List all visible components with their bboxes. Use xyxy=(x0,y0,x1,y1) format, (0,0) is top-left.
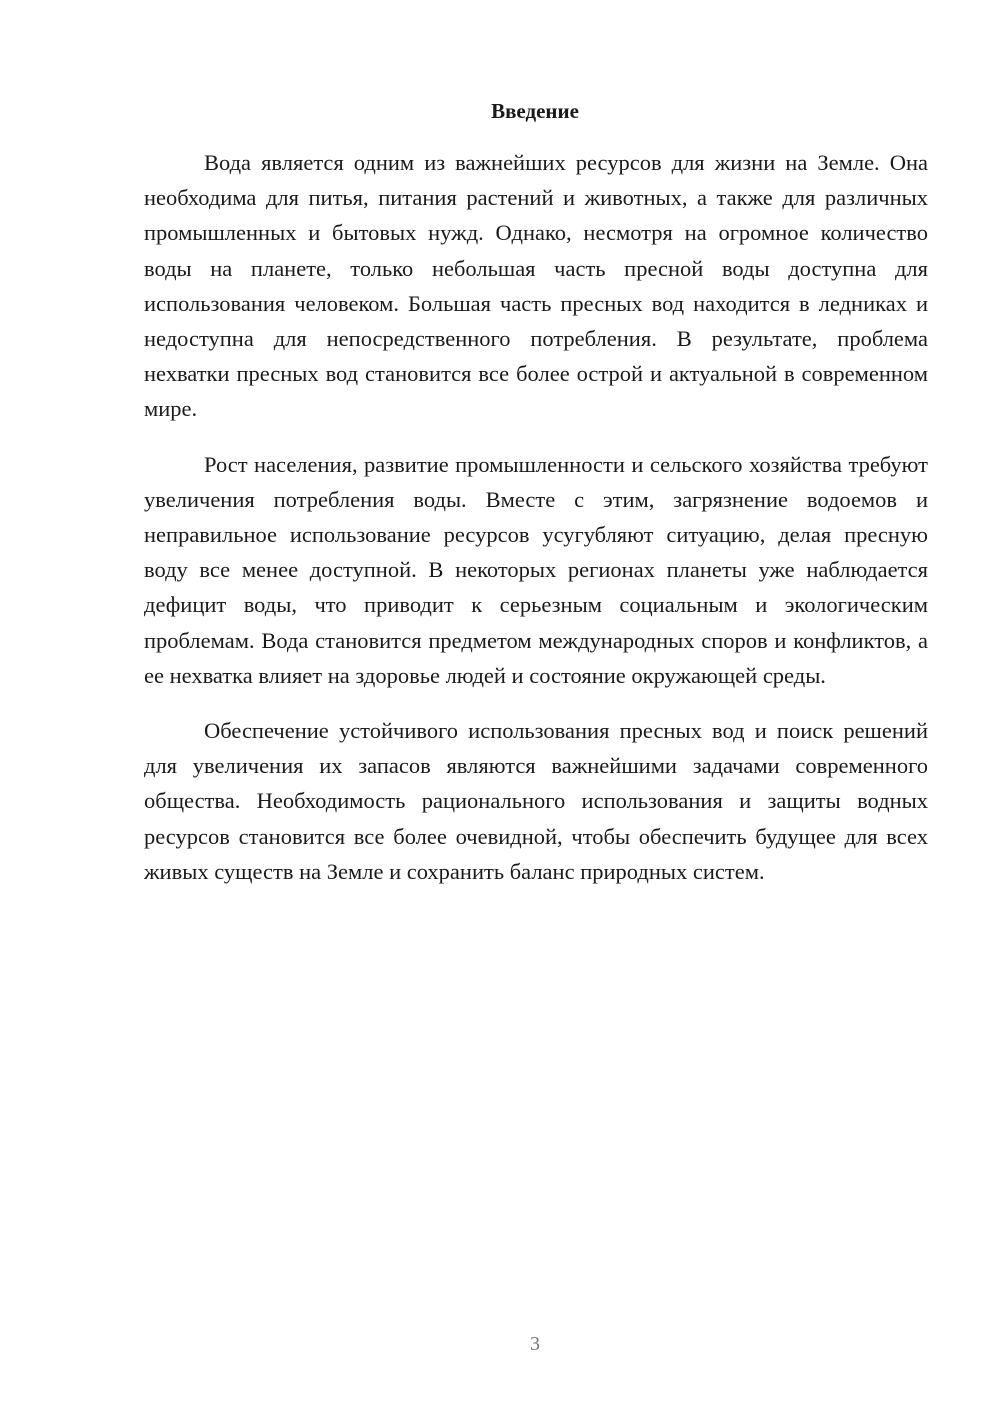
page-number: 3 xyxy=(530,1333,540,1355)
body-text xyxy=(144,145,928,909)
section-title: Введение xyxy=(491,99,579,123)
paragraph-1: Вода является одним из важнейших ресурсов для жизни на Земле. Она необходима для питья, питания растений и животных, а также для различных промышленных и бытовых нужд. Однако, несмотря на огромное количество воды на планете, только небольшая часть пресной воды доступна для использования человеком. Большая часть пресных вод находится в ледниках и недоступна для непосредственного потребления. В результате, проблема нехватки пресных вод становится все более острой и актуальной в современном мире. xyxy=(144,150,928,422)
paragraph-2: Рост населения, развитие промышленности и сельского хозяйства требуют увеличения потребления воды. Вместе с этим, загрязнение водоемов и неправильное использование ресурсов усугубляют ситуацию, делая пресную воду все менее доступной. В некоторых регионах планеты уже наблюдается дефицит воды, что приводит к серьезным социальным и экологическим проблемам. Вода становится предметом международных споров и конфликтов, а ее нехватка влияет на здоровье людей и состояние окружающей среды. xyxy=(144,451,928,688)
paragraph-3: Обеспечение устойчивого использования пресных вод и поиск решений для увеличения их запасов являются важнейшими задачами современного общества. Необходимость рационального использования и защиты водных ресурсов становится все более очевидной, чтобы обеспечить будущее для всех живых существ на Земле и сохранить баланс природных систем. xyxy=(144,718,928,884)
